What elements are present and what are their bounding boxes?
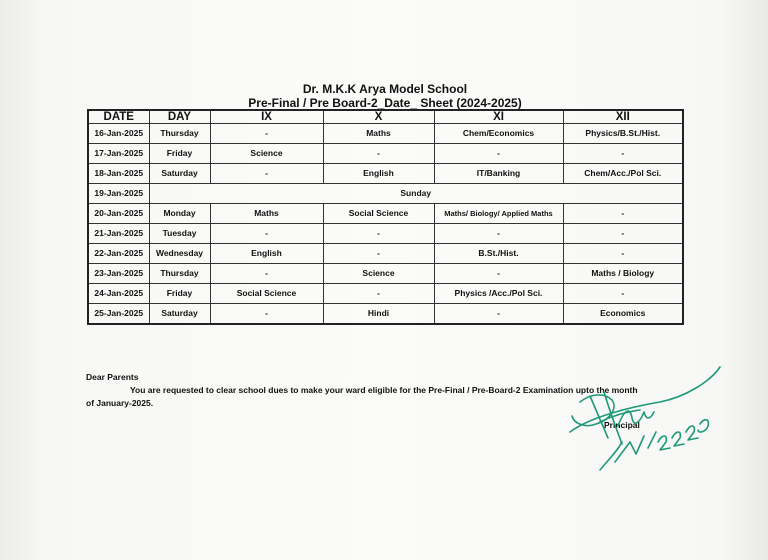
date-sheet-table: [87, 109, 684, 325]
day-cell: Wednesday: [149, 244, 210, 264]
day-cell: Monday: [149, 204, 210, 224]
date-sheet-title: Pre-Final / Pre Board-2_Date_ Sheet (2024-2025): [248, 96, 522, 110]
xii-cell: Maths / Biology: [563, 264, 683, 284]
ix-cell: -: [210, 264, 323, 284]
day-cell: Saturday: [149, 164, 210, 184]
date-cell: 25-Jan-2025: [88, 304, 149, 325]
date-cell: 20-Jan-2025: [88, 204, 149, 224]
ix-cell: Maths: [210, 204, 323, 224]
ix-cell: -: [210, 304, 323, 325]
xi-cell: IT/Banking: [434, 164, 563, 184]
column-header-date: DATE: [88, 110, 149, 124]
xii-cell: Physics/B.St./Hist.: [563, 124, 683, 144]
table-row: [88, 124, 683, 144]
table-row: [88, 204, 683, 224]
ix-cell: Social Science: [210, 284, 323, 304]
date-cell: 22-Jan-2025: [88, 244, 149, 264]
xii-cell: -: [563, 204, 683, 224]
xi-cell: Maths/ Biology/ Applied Maths: [434, 204, 563, 224]
column-header-xii: XII: [563, 110, 683, 124]
xi-cell: B.St./Hist.: [434, 244, 563, 264]
note-line-2: of January-2025.: [86, 398, 154, 408]
date-cell: 24-Jan-2025: [88, 284, 149, 304]
day-cell: Thursday: [149, 124, 210, 144]
ix-cell: -: [210, 164, 323, 184]
date-cell: 21-Jan-2025: [88, 224, 149, 244]
day-cell: Thursday: [149, 264, 210, 284]
x-cell: -: [323, 244, 434, 264]
xi-cell: -: [434, 304, 563, 325]
x-cell: Social Science: [323, 204, 434, 224]
table-row: [88, 264, 683, 284]
date-cell: 23-Jan-2025: [88, 264, 149, 284]
document-header: [88, 82, 682, 110]
x-cell: -: [323, 284, 434, 304]
x-cell: Science: [323, 264, 434, 284]
x-cell: Hindi: [323, 304, 434, 325]
day-cell: Friday: [149, 284, 210, 304]
xii-cell: -: [563, 224, 683, 244]
x-cell: Maths: [323, 124, 434, 144]
date-cell: 18-Jan-2025: [88, 164, 149, 184]
x-cell: -: [323, 144, 434, 164]
table-row: [88, 164, 683, 184]
xi-cell: -: [434, 264, 563, 284]
note-salutation: Dear Parents: [86, 372, 139, 382]
xi-cell: -: [434, 224, 563, 244]
table-row: [88, 144, 683, 164]
ix-cell: -: [210, 224, 323, 244]
column-header-day: DAY: [149, 110, 210, 124]
ix-cell: -: [210, 124, 323, 144]
xii-cell: -: [563, 144, 683, 164]
xii-cell: -: [563, 244, 683, 264]
ix-cell: Science: [210, 144, 323, 164]
day-cell: Friday: [149, 144, 210, 164]
table-row: [88, 284, 683, 304]
ix-cell: English: [210, 244, 323, 264]
table-row: [88, 224, 683, 244]
table-row: [88, 184, 683, 204]
table-header-row: [88, 110, 683, 124]
date-cell: 19-Jan-2025: [88, 184, 149, 204]
x-cell: English: [323, 164, 434, 184]
xii-cell: Chem/Acc./Pol Sci.: [563, 164, 683, 184]
note-line-1: You are requested to clear school dues to make your ward eligible for the Pre-Final / Pre-Board-2 Examination upto the month: [130, 385, 638, 395]
school-name: Dr. M.K.K Arya Model School: [302, 82, 468, 96]
day-cell: Tuesday: [149, 224, 210, 244]
date-cell: 16-Jan-2025: [88, 124, 149, 144]
table-row: [88, 244, 683, 264]
xi-cell: -: [434, 144, 563, 164]
xi-cell: Physics /Acc./Pol Sci.: [434, 284, 563, 304]
column-header-xi: XI: [434, 110, 563, 124]
column-header-ix: IX: [210, 110, 323, 124]
day-cell: Saturday: [149, 304, 210, 325]
table-row: [88, 304, 683, 325]
date-cell: 17-Jan-2025: [88, 144, 149, 164]
xii-cell: -: [563, 284, 683, 304]
xii-cell: Economics: [563, 304, 683, 325]
column-header-x: X: [323, 110, 434, 124]
principal-label: Principal: [604, 420, 640, 430]
x-cell: -: [323, 224, 434, 244]
xi-cell: Chem/Economics: [434, 124, 563, 144]
holiday-cell: Sunday: [149, 184, 683, 204]
handwritten-signature: [560, 362, 730, 482]
